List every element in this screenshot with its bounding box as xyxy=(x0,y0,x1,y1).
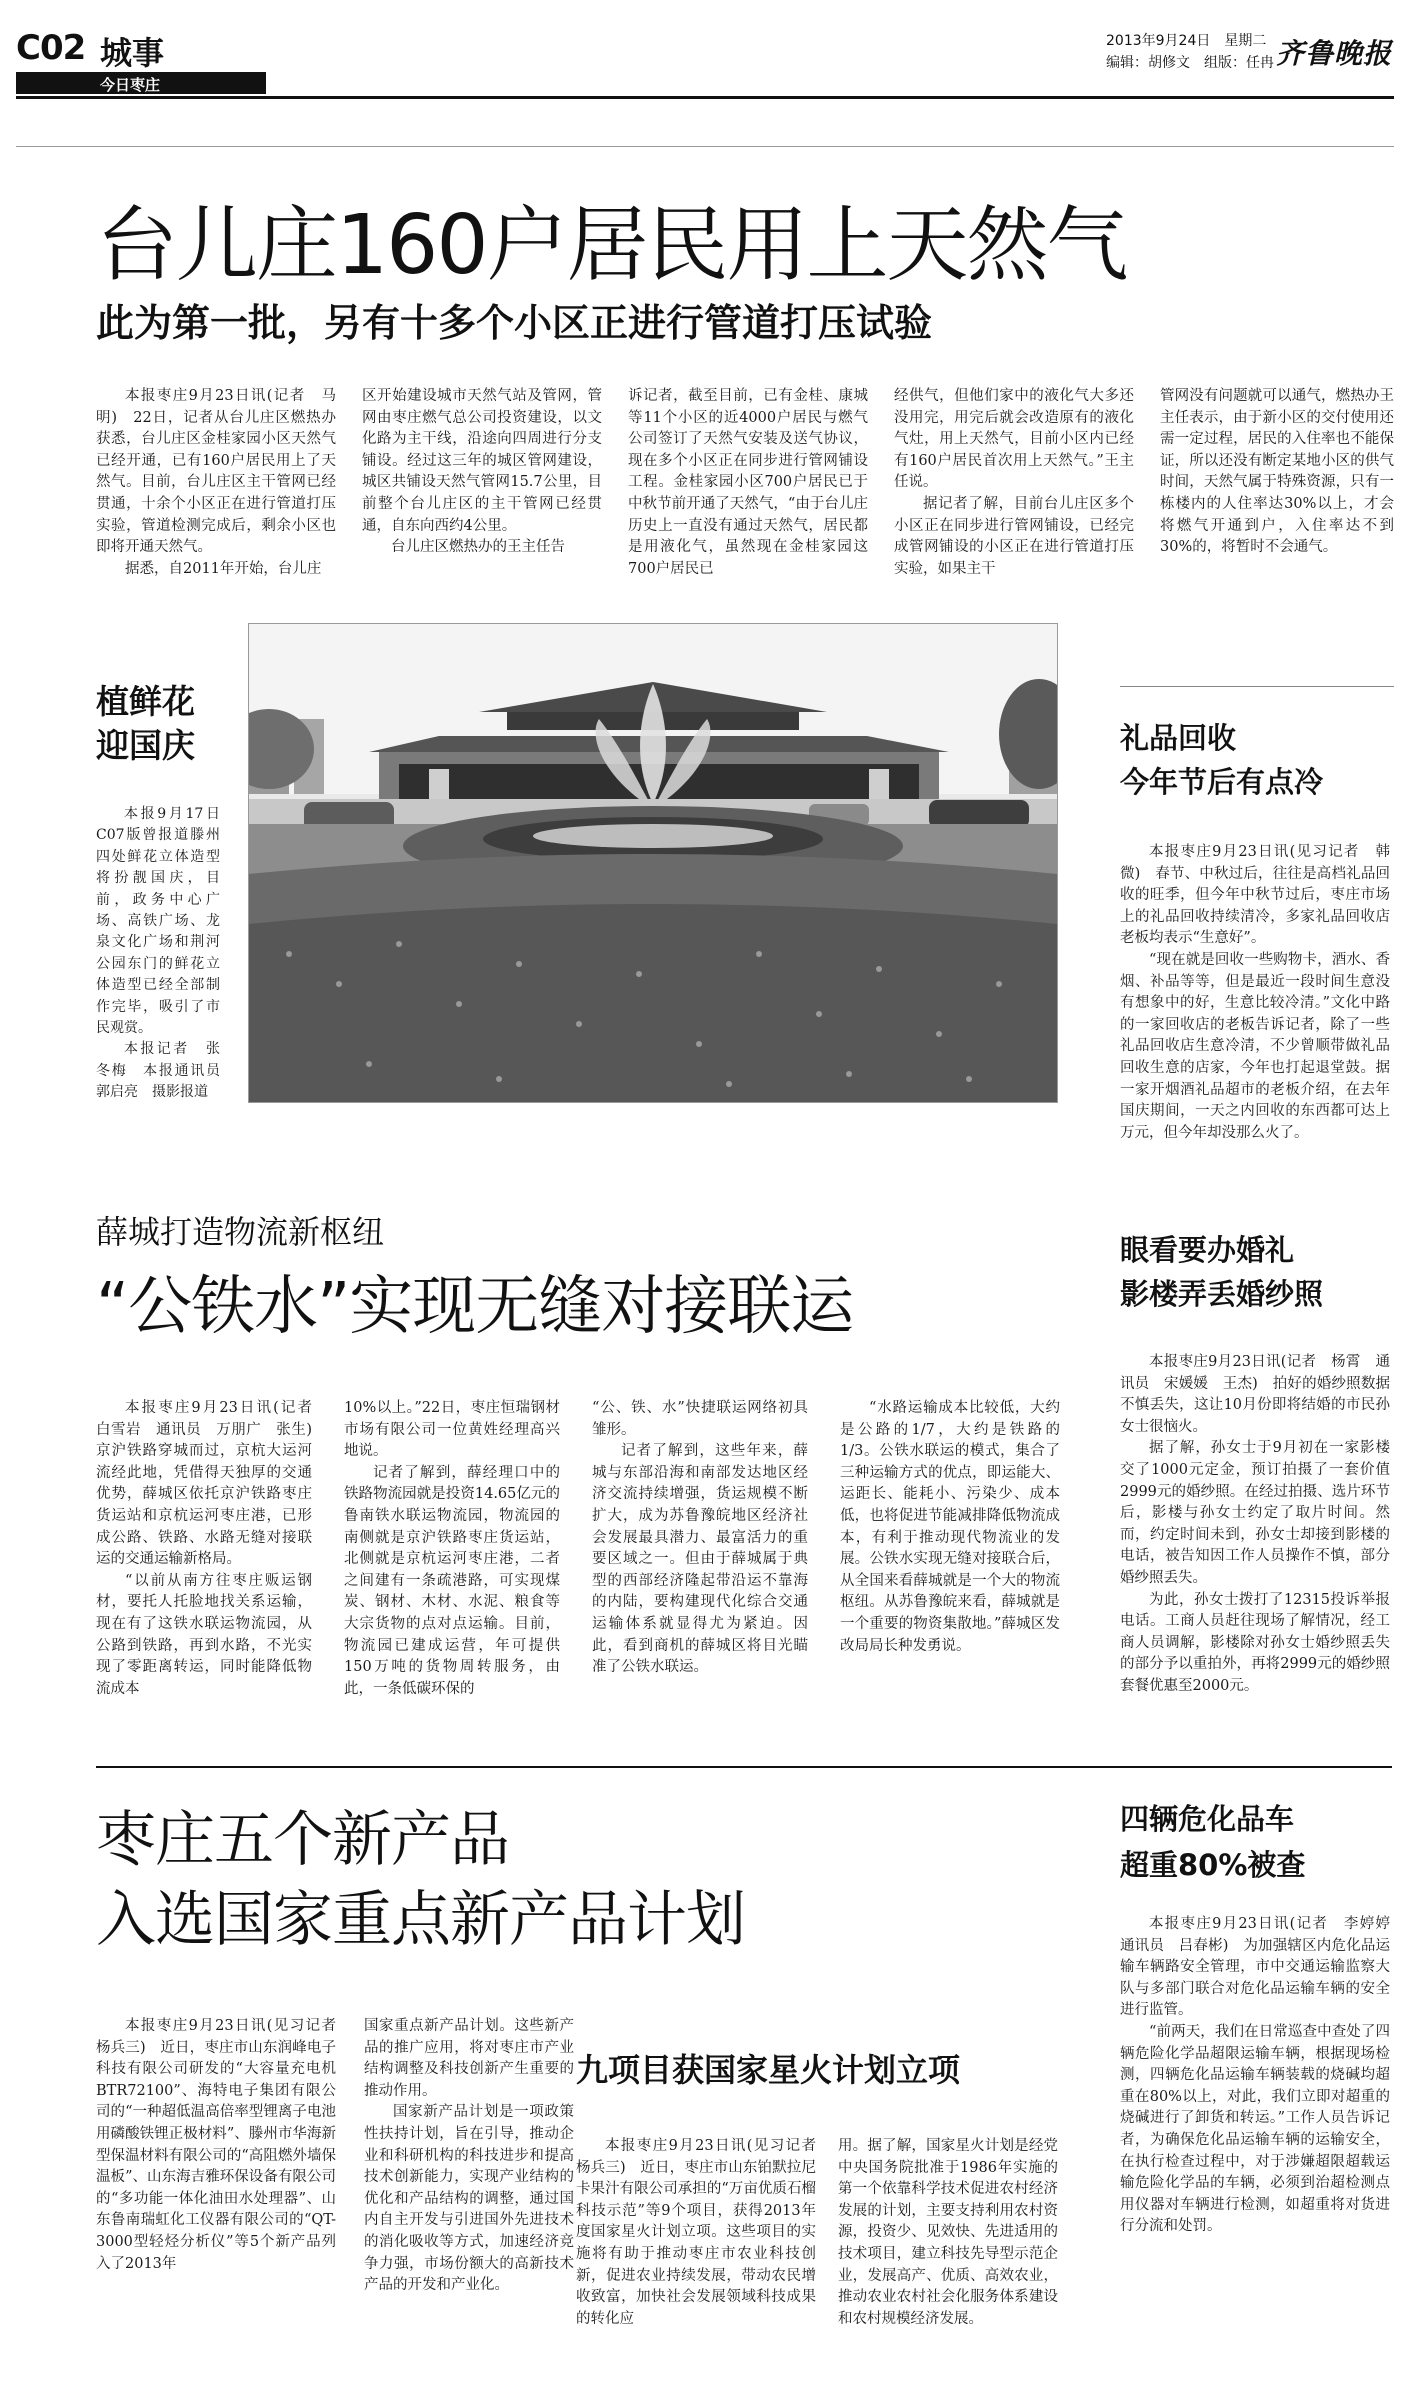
page-code: C02 xyxy=(16,28,86,68)
hazmat-headline: 四辆危化品车 超重80%被查 xyxy=(1120,1802,1306,1882)
logistics-kicker: 薛城打造物流新枢纽 xyxy=(96,1213,385,1251)
editor-credits: 编辑：胡修文 组版：任冉 xyxy=(1106,55,1274,71)
main-col-2: 区开始建设城市天然气站及管网，管网由枣庄燃气总公司投资建设，以文化路为主干线，沿途向四周进行分支铺设。经过这三年的城区管网建设，城区共铺设天然气管网15.7公里，目前整个台儿庄区的主干管网已经贯通，自东向西约4公里。 台儿庄区燃热办的王主任告 xyxy=(362,388,602,556)
logistics-col-4: “水路运输成本比较低，大约是公路的1/7，大约是铁路的1/3。公铁水联运的模式，集合了三种运输方式的优点，即运能大、运距长、能耗小、污染少、成本低，也将促进节能减排降低物流成本，有利于推动现代物流业的发展。公铁水实现无缝对接联合后，从全国来看薛城就是一个大的物流枢纽。从苏鲁豫皖来看，薛城就是一个重要的物资集散地。”薛城区发改局局长种发勇说。 xyxy=(840,1400,1060,1654)
main-subheadline: 此为第一批，另有十多个小区正进行管道打压试验 xyxy=(96,301,933,345)
page-header xyxy=(16,28,1394,94)
logistics-headline: “公铁水”实现无缝对接联运 xyxy=(96,1270,854,1344)
logistics-col-1: 本报枣庄9月23日讯(记者 白雪岩 通讯员 万朋广 张生) 京沪铁路穿城而过，京杭大运河流经此地，凭借得天独厚的交通优势，薛城区依托京沪铁路枣庄货运站和京杭运河枣庄港，已形成公路、铁路、水路无缝对接联运的交通运输新格局。 “以前从南方往枣庄贩运钢材，要托人托脸地找关系运输，现在有了这铁水联运物流园，从公路到铁路，再到水路，不光实现了零距离转运，同时能降低物流成本 xyxy=(96,1400,327,1697)
hazmat-body: 本报枣庄9月23日讯(记者 李婷婷 通讯员 吕春彬) 为加强辖区内危化品运输车辆路安全管理，市中交通运输监察大队与多部门联合对危化品运输车辆的安全进行监管。 “前两天，我们在日常巡查中查处了四辆危险化学品超限运输车辆，根据现场检测，四辆危化品运输车辆装载的烧碱均超重在80%以上，对此，我们立即对超重的烧碱进行了卸货和转运。”工作人员告诉记者，为确保危化品运输车辆的运输安全，在执行检查过程中，对于涉嫌超限超载运输危险化学品的车辆，必须到治超检测点用仪器对车辆进行检测，如超重将对货进行分流和处罚。 xyxy=(1120,1916,1405,2235)
flowers-headline: 植鲜花 迎国庆 xyxy=(96,682,195,765)
gifts-headline: 礼品回收 今年节后有点冷 xyxy=(1120,721,1324,799)
wedding-body: 本报枣庄9月23日讯(记者 杨霄 通讯员 宋媛媛 王杰) 拍好的婚纱照数据不慎丢失，这让10月份即将结婚的市民孙女士很恼火。 据了解，孙女士于9月初在一家影楼交了1000元定金，预订拍摄了一套价值2999元的婚纱照。在经过拍摄、选片环节后，影楼与孙女士约定了取片时间。然而，约定时间未到，孙女士却接到影楼的电话，被告知因工作人员操作不慎，部分婚纱照丢失。 为此，孙女士拨打了12315投诉举报电话。工商人员赶往现场了解情况，经工商人员调解，影楼除对孙女士婚纱照丢失的部分予以重拍外，再将2999元的婚纱照套餐优惠至2000元。 xyxy=(1120,1354,1390,1694)
main-col-1: 本报枣庄9月23日讯(记者 马明) 22日，记者从台儿庄区燃热办获悉，台儿庄区金桂家园小区天然气已经开通，已有160户居民用上了天然气。目前，台儿庄区主干管网已经贯通，十余个小区正在进行管道打压实验，管道检测完成后，剩余小区也即将开通天然气。 据悉，自2011年开始，台儿庄 xyxy=(96,388,336,577)
masthead-logo: 齐鲁晚报 xyxy=(1276,37,1393,70)
header-rule xyxy=(16,96,1394,99)
lower-section-rule xyxy=(96,1766,1392,1768)
gifts-top-rule xyxy=(1120,686,1394,687)
photo-illustration xyxy=(249,624,1057,1102)
main-headline: 台儿庄160户居民用上天然气 xyxy=(96,198,1127,293)
products-headline: 枣庄五个新产品 入选国家重点新产品计划 xyxy=(96,1805,745,1955)
products-col-1: 本报枣庄9月23日讯(见习记者 杨兵三) 近日，枣庄市山东润峰电子科技有限公司研发的“大容量充电机BTR72100”、海特电子集团有限公司的“一种超低温高倍率型锂离子电池用磷酸铁锂正极材料”、滕州市华海新型保温材料有限公司的“高阻燃外墙保温板”、山东海吉雅环保设备有限公司的“多功能一体化油田水处理器”、山东鲁南瑞虹化工仪器有限公司的“QT-3000型轻烃分析仪”等5个新产品列入了2013年 xyxy=(96,2018,351,2272)
main-col-5: 管网没有问题就可以通气，燃热办王主任表示，由于新小区的交付使用还需一定过程，居民的入住率也不能保证，所以还没有断定某地小区的供气时间，天然气属于特殊资源，只有一栋楼内的人住率达30%以上，才会将燃气开通到户，入住率达不到30%的，将暂时不会通气。 xyxy=(1160,388,1394,556)
wedding-headline: 眼看要办婚礼 影楼弄丢婚纱照 xyxy=(1120,1233,1324,1311)
main-col-3: 诉记者，截至目前，已有金桂、康城等11个小区的近4000户居民与燃气公司签订了天然气安装及送气协议，现在多个小区正在同步进行管网铺设工程。金桂家园小区700户居民已于中秋节前开通了天然气，“由于台儿庄历史上一直没有通过天然气，居民都是用液化气，虽然现在金桂家园这700户居民已 xyxy=(628,388,868,577)
issue-date: 2013年9月24日 星期二 xyxy=(1106,33,1267,49)
products-col-2: 国家重点新产品计划。这些新产品的推广应用，将对枣庄市产业结构调整及科技创新产生重要的推动作用。 国家新产品计划是一项政策性扶持计划，旨在引导，推动企业和科研机构的科技进步和提高技术创新能力，实现产业结构的优化和产品结构的调整，通过国内自主开发与引进国外先进技术的消化吸收等方式，加速经济竞争力强，市场份额大的高新技术产品的开发和产业化。 xyxy=(364,2018,574,2294)
gifts-body: 本报枣庄9月23日讯(见习记者 韩微) 春节、中秋过后，往往是高档礼品回收的旺季，但今年中秋节过后，枣庄市场上的礼品回收持续清冷，多家礼品回收店老板均表示“生意好”。 “现在就是回收一些购物卡，酒水、香烟、补品等等，但是最近一段时间生意没有想象中的好，生意比较冷清。”文化中路的一家回收店的老板告诉记者，除了一些礼品回收店生意冷清，不少曾顺带做礼品回收生意的店家，今年也打起退堂鼓。据一家开烟酒礼品超市的老板介绍，在去年国庆期间，一天之内回收的东西都可达上万元，但今年却没那么火了。 xyxy=(1120,844,1390,1141)
logistics-col-3: “公、铁、水”快捷联运网络初具雏形。 记者了解到，这些年来，薛城与东部沿海和南部发达地区经济交流持续增强，货运规模不断扩大，成为苏鲁豫皖地区经济社会发展最具潜力、最富活力的重要区域之一。但由于薛城属于典型的西部经济隆起带沿运不靠海的内陆，要构建现代化综合交通运输体系就显得尤为紧迫。因此，看到商机的薛城区将目光瞄准了公铁水联运。 xyxy=(592,1400,808,1676)
header-rule-lower xyxy=(16,146,1394,147)
main-col-4: 经供气，但他们家中的液化气大多还没用完，用完后就会改造原有的液化气灶，用上天然气，目前小区内已经有160户居民首次用上天然气。”王主任说。 据记者了解，目前台儿庄区多个小区正在同步进行管网铺设，已经完成管网铺设的小区正在进行管道打压实验，如果主干 xyxy=(894,388,1134,577)
flower-plaza-photo xyxy=(248,623,1058,1103)
spark-col-1: 本报枣庄9月23日讯(见习记者 杨兵三) 近日，枣庄市山东铂默拉尼卡果汁有限公司承担的“万亩优质石榴科技示范”等9个项目，获得2013年度国家星火计划立项。这些项目的实施将有助于推动枣庄市农业科技创新，促进农业持续发展，带动农民增收致富，加快社会发展领域科技成果的转化应 xyxy=(576,2138,831,2327)
spark-col-2: 用。据了解，国家星火计划是经党中央国务院批准于1986年实施的第一个依靠科学技术促进农村经济发展的计划，主要支持利用农村资源，投资少、见效快、先进适用的技术项目，建立科技先导型示范企业，发展高产、优质、高效农业，推动农业农村社会化服务体系建设和农村规模经济发展。 xyxy=(838,2138,1058,2327)
spark-headline: 九项目获国家星火计划立项 xyxy=(576,2051,961,2089)
logistics-col-2: 10%以上。”22日，枣庄恒瑞钢材市场有限公司一位黄姓经理高兴地说。 记者了解到，薛经理口中的铁路物流园就是投资14.65亿元的鲁南铁水联运物流园，物流园的南侧就是京沪铁路枣庄货运站，北侧就是京杭运河枣庄港，二者之间建有一条疏港路，可实现煤炭、钢材、木材、水泥、粮食等大宗货物的点对点运输。目前，物流园已建成运营，年可提供150万吨的货物周转服务，由此，一条低碳环保的 xyxy=(344,1400,560,1697)
subsection-label: 今日枣庄 xyxy=(100,76,161,94)
section-name: 城事 xyxy=(100,34,165,72)
flowers-caption: 本报9月17日C07版曾报道滕州四处鲜花立体造型将扮靓国庆，目前，政务中心广场、高铁广场、龙泉文化广场和荆河公园东门的鲜花立体造型已经全部制作完毕，吸引了市民观赏。 本报记者 张冬梅 本报通讯员 郭启亮 摄影报道 xyxy=(96,806,234,1101)
